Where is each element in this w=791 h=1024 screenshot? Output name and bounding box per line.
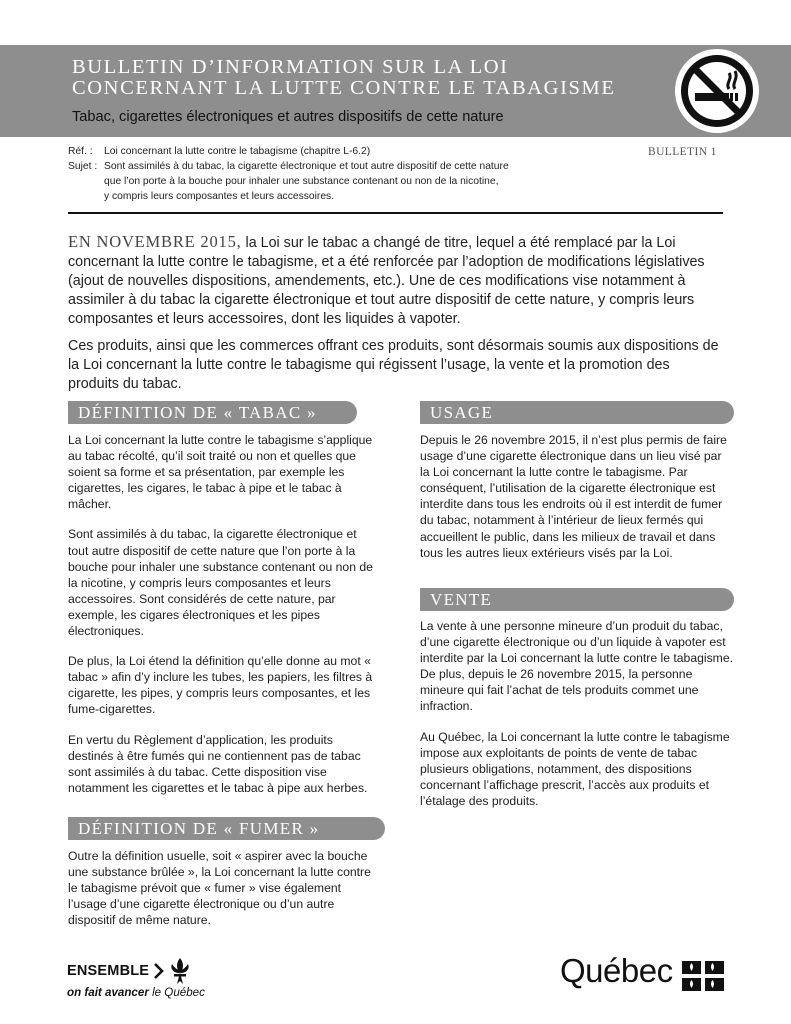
- paragraph: Sont assimilés à du tabac, la cigarette électronique et tout autre dispositif de cette nature que l’on porte à la bouche pour inhaler une substance contenant ou non de la nicotine, y compris leurs composantes et leurs accessoires. Sont considérés de cette nature, par exemple, les cigares électroniques et les pipes électroniques.: [68, 527, 373, 639]
- divider: [68, 212, 723, 214]
- quebec-wordmark: [560, 952, 673, 990]
- no-smoking-icon: [671, 45, 763, 137]
- paragraph: En vertu du Règlement d’application, les produits destinés à être fumés qui ne contiennent pas de tabac sont assimilés à du tabac. Cette disposition vise notamment les cigarettes et le tabac à pipe aux herbes.: [68, 732, 368, 795]
- ensemble-logo: [67, 957, 205, 999]
- section-heading-vente: VENTE: [420, 588, 734, 611]
- section-heading-fumer: DÉFINITION DE « FUMER »: [68, 817, 385, 840]
- intro-paragraph-1: [68, 232, 724, 329]
- section-heading-tabac: DÉFINITION DE « TABAC »: [68, 401, 357, 424]
- bulletin-number: BULLETIN 1: [648, 146, 717, 158]
- reference-block: [68, 144, 668, 204]
- tagline-bold: on fait avancer: [67, 986, 149, 999]
- section-body-fumer: [68, 848, 378, 942]
- fleur-de-lis-icon: [169, 957, 191, 985]
- sujet-text: [104, 159, 668, 204]
- chevron-right-icon: [153, 962, 165, 980]
- title-line-2: CONCERNANT LA LUTTE CONTRE LE TABAGISME: [72, 77, 616, 99]
- ensemble-row: [67, 957, 205, 985]
- section-body-tabac: [68, 432, 378, 810]
- sujet-line: y compris leurs composantes et leurs accessoires.: [104, 191, 335, 202]
- title-line-1: BULLETIN D’INFORMATION SUR LA LOI: [72, 56, 509, 78]
- page-title: [72, 57, 672, 99]
- intro-lead: EN NOVEMBRE 2015,: [68, 232, 242, 251]
- section-body-usage: [420, 432, 734, 575]
- ref-row: [68, 144, 668, 159]
- paragraph: Au Québec, la Loi concernant la lutte contre le tabagisme impose aux exploitants de points de vente de tabac plusieurs obligations, notamment, des dispositions concernant l’affichage prescrit, l’accès aux produits et l’étalage des produits.: [420, 729, 730, 808]
- logo-badge: [671, 45, 763, 137]
- intro-paragraph-1-text: la Loi sur le tabac a changé de titre, lequel a été remplacé par la Loi concernant la lutte contre le tabagisme, et a été renforcée par l’adoption de modifications législatives (ajout de nouvelles dispositions, amendements, etc.). Une de ces modifications vise notamment à assimiler à du tabac la cigarette électronique et tout autre dispositif de cette nature, y compris leurs composantes et leurs accessoires, dont les liquides à vapoter.: [68, 235, 705, 327]
- sujet-line: que l’on porte à la bouche pour inhaler une substance contenant ou non de la nicotine,: [104, 176, 499, 187]
- sujet-line: Sont assimilés à du tabac, la cigarette électronique et tout autre dispositif de cette nature: [104, 161, 509, 172]
- section-body-vente: [420, 618, 734, 823]
- ensemble-word: ENSEMBLE: [67, 963, 150, 979]
- tagline-rest: le Québec: [148, 986, 205, 999]
- sujet-label: Sujet :: [68, 161, 98, 172]
- paragraph: La Loi concernant la lutte contre le tabagisme s’applique au tabac récolté, qu’il soit traité ou non et quelles que soient sa forme et sa présentation, par exemple les cigarettes, les cigares, le tabac à pipe et le tabac à mâcher.: [68, 433, 373, 512]
- quebec-wordmark-text: Québec: [560, 952, 673, 989]
- intro: [68, 232, 724, 402]
- ensemble-tagline: [67, 986, 205, 999]
- paragraph: La vente à une personne mineure d’un produit du tabac, d’une cigarette électronique ou d’un liquide à vapoter est interdite par la Loi concernant la lutte contre le tabagisme. De plus, depuis le 26 novembre 2015, la personne mineure qui fait l’achat de tels produits commet une infraction.: [420, 619, 733, 714]
- intro-paragraph-2: Ces produits, ainsi que les commerces offrant ces produits, sont désormais soumis aux dispositions de la Loi concernant la lutte contre le tabagisme qui régissent l’usage, la vente et la promotion des produits du tabac.: [68, 338, 719, 392]
- paragraph: Outre la définition usuelle, soit « aspirer avec la bouche une substance brûlée », la Loi concernant la lutte contre le tabagisme prévoit que « fumer » vise également l’usage d’une cigarette électronique ou d’un autre dispositif de même nature.: [68, 849, 371, 928]
- ref-label: Réf. :: [68, 146, 93, 157]
- sujet-row: [68, 159, 668, 204]
- quebec-flag-icon: [682, 961, 724, 991]
- ref-text: Loi concernant la lutte contre le tabagisme (chapitre L-6.2): [104, 146, 371, 157]
- paragraph: De plus, la Loi étend la définition qu’elle donne au mot « tabac » afin d’y inclure les tubes, les papiers, les filtres à cigarette, les pipes, y compris leurs composantes, et les fume-cigarettes.: [68, 654, 373, 717]
- section-heading-usage: USAGE: [420, 401, 734, 424]
- paragraph: Depuis le 26 novembre 2015, il n’est plus permis de faire usage d’une cigarette électronique dans un lieu visé par la Loi concernant la lutte contre le tabagisme. Par conséquent, l’utilisation de la cigarette électronique est interdite dans tous les endroits où il est interdit de fumer du tabac, notamment à l’intérieur de lieux fermés qui accueillent le public, dans les milieux de travail et dans tous les autres lieux extérieurs visés par la Loi.: [420, 433, 727, 560]
- page-subtitle: Tabac, cigarettes électroniques et autres dispositifs de cette nature: [72, 109, 504, 125]
